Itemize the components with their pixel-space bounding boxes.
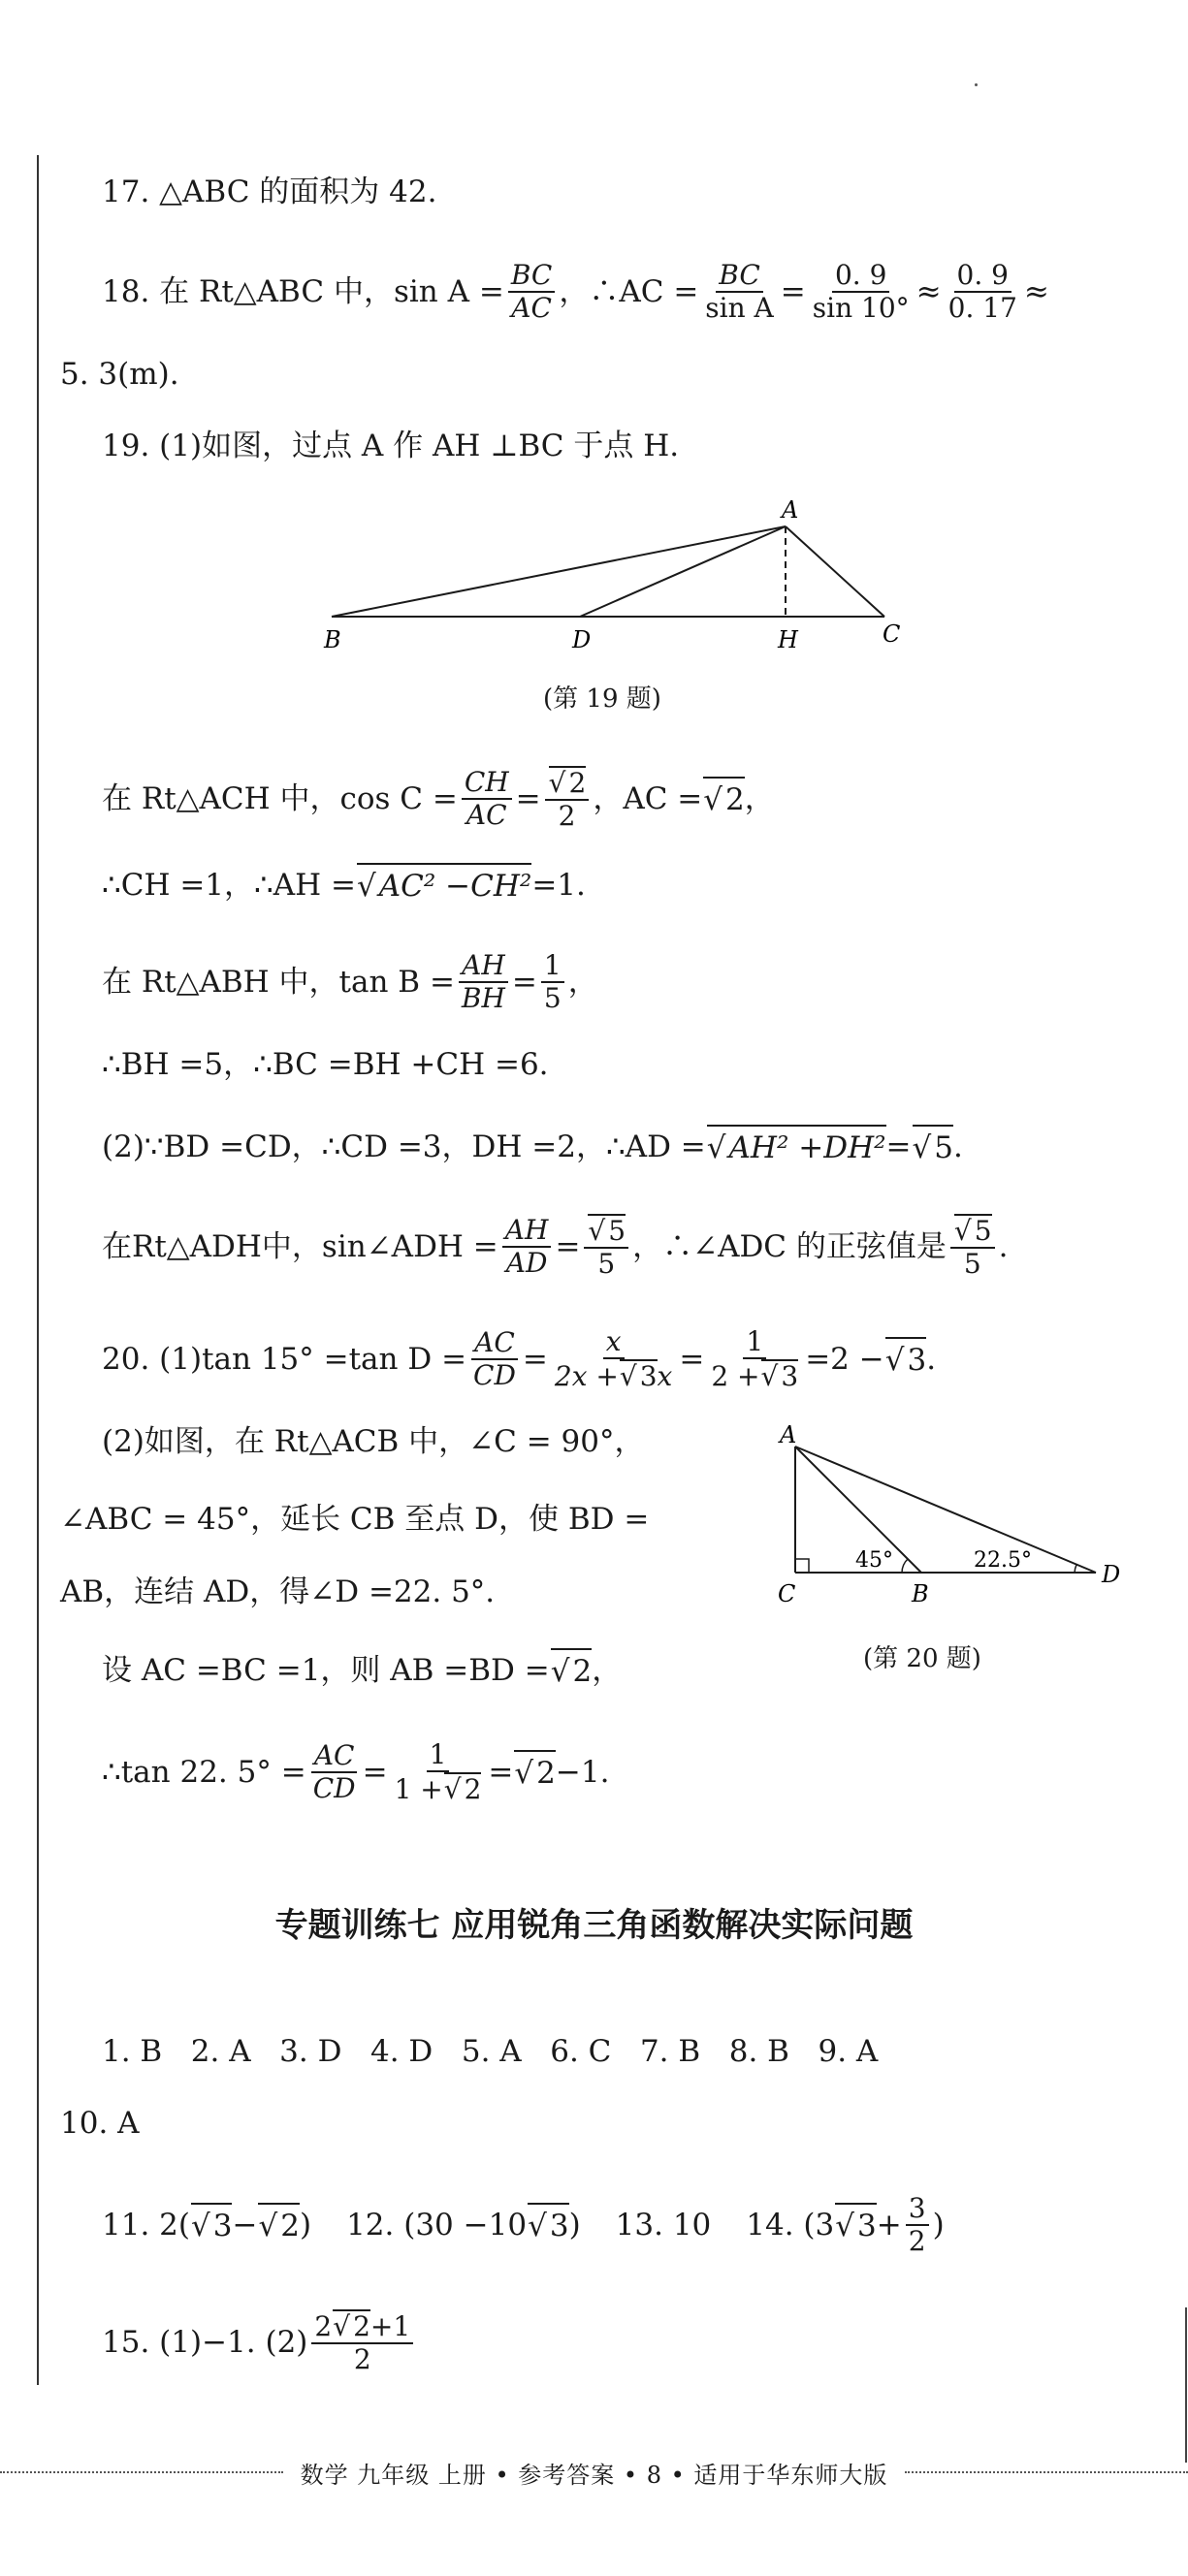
label-A: A: [780, 1421, 797, 1448]
fraction: $\frac{1}{1 +√ 2}$: [392, 1739, 485, 1805]
answer-19-d: ∴BH =5，∴BC =BH +CH =6.: [102, 1047, 549, 1082]
answer-19-1: 19. (1)如图，过点 A 作 AH ⊥BC 于点 H.: [102, 429, 680, 463]
fraction: $\frac{1}{5}$: [541, 950, 564, 1014]
label-A: A: [782, 496, 799, 524]
footer-dots-right: [905, 2471, 1188, 2473]
fraction: $\frac{3}{2}$: [906, 2193, 929, 2257]
fraction: $\frac{CH}{AC}$: [462, 767, 512, 831]
answer-20-2c: AB，连结 AD，得∠D =22. 5°.: [60, 1574, 496, 1609]
fraction: √ $\frac{5}{5}$: [950, 1214, 995, 1280]
answer-15: 15. (1)−1. (2) $\frac{2√ 2+1}{2}$: [102, 2309, 417, 2375]
answer-19-a: 在 Rt△ACH 中，cos C = $\frac{CH}{AC}$ = √ $\frac{2}{2}$ ，AC = √ 2 ，: [102, 766, 775, 832]
fraction: $\frac{2√ 2+1}{2}$: [311, 2309, 413, 2375]
figure-19-caption: (第 19 题): [543, 684, 661, 714]
answer-18: 18. 在 Rt△ABC 中，sin A = $\frac{BC}{AC}$ ，∴AC = $\frac{BC}{\text{sin A}}$ = $\frac{0. 9}{\sin 10^\circ}$ ≈ $\frac{0. 9}{0. 17}$ ≈: [102, 259, 1049, 324]
answer-20-2d: 设 AC =BC =1，则 AB =BD = √ 2 ，: [102, 1648, 622, 1693]
angle-22-5: 22.5°: [974, 1548, 1032, 1573]
right-margin-line: [1185, 2307, 1187, 2463]
fraction: $\frac{AC}{CD}$: [312, 1739, 356, 1804]
answer-20-2b: ∠ABC = 45°，延长 CB 至点 D，使 BD =: [60, 1502, 650, 1537]
fraction: $\frac{BC}{\text{sin A}}$: [705, 259, 774, 324]
label-D: D: [1102, 1561, 1121, 1588]
fraction: $\frac{0. 9}{0. 17}$: [947, 259, 1017, 324]
answers-1-9: 1. B 2. A 3. D 4. D 5. A 6. C 7. B 8. B 9. A: [102, 2034, 879, 2069]
left-margin-line: [37, 155, 39, 2385]
page-footer: 数学 九年级 上册 • 参考答案 • 8 • 适用于华东师大版: [0, 2453, 1188, 2492]
label-C: C: [778, 1580, 796, 1607]
fraction: √ $\frac{5}{5}$: [584, 1214, 628, 1280]
label-C: C: [883, 620, 901, 648]
figure-20-caption: (第 20 题): [863, 1644, 981, 1673]
fraction: $\frac{x}{2x +√ 3x}$: [552, 1326, 675, 1392]
answer-10: 10. A: [60, 2106, 140, 2141]
answer-19-e: (2)∵BD =CD，∴CD =3，DH =2，∴AD = √ AH² +DH² = √ 5 .: [102, 1125, 963, 1169]
answer-18-cont: 5. 3(m).: [60, 357, 179, 392]
fraction: $\frac{AC}{CD}$: [473, 1326, 516, 1391]
figure-19: [310, 494, 931, 659]
fraction: $\frac{BC}{AC}$: [508, 260, 556, 324]
label-B: B: [912, 1580, 929, 1607]
answer-17: 17. △ABC 的面积为 42.: [102, 175, 437, 209]
fraction: $\frac{AH}{BH}$: [459, 950, 508, 1014]
fraction: $\frac{0. 9}{\sin 10^\circ}$: [812, 259, 910, 324]
figure-20: [766, 1415, 1144, 1609]
label-D: D: [572, 626, 592, 653]
footer-dots-left: [0, 2471, 283, 2473]
fraction: $\frac{1}{2 +√ 3}$: [708, 1326, 801, 1392]
label-B: B: [324, 626, 341, 653]
answer-20-1: 20. (1)tan 15° =tan D = $\frac{AC}{CD}$ = $\frac{x}{2x +√ 3x}$ = $\frac{1}{2 +√ 3}$ =2 − √ 3 .: [102, 1326, 936, 1392]
answer-19-b: ∴CH =1，∴AH = √ AC² −CH² =1.: [102, 863, 586, 907]
angle-45: 45°: [855, 1548, 893, 1573]
answer-20-2e: ∴tan 22. 5° = $\frac{AC}{CD}$ = $\frac{1}{1 +√ 2}$ = √ 2 −1.: [102, 1739, 609, 1805]
label-H: H: [778, 626, 798, 653]
answer-19-c: 在 Rt△ABH 中，tan B = $\frac{AH}{BH}$ = $\frac{1}{5}$ ，: [102, 949, 598, 1014]
fraction: √ $\frac{2}{2}$: [545, 766, 590, 832]
section-title: 专题训练七 应用锐角三角函数解决实际问题: [274, 1906, 914, 1945]
answer-19-f: 在Rt△ADH中，sin∠ADH = $\frac{AH}{AD}$ = √ $\frac{5}{5}$ ，∴∠ADC 的正弦值是 √ $\frac{5}{5}$ .: [102, 1214, 1008, 1280]
top-mark: [975, 83, 978, 86]
fraction: $\frac{AH}{AD}$: [502, 1215, 552, 1279]
answer-20-2a: (2)如图，在 Rt△ACB 中，∠C = 90°，: [102, 1424, 645, 1459]
answers-11-14: 11. 2( √ 3 − √ 2 ) 12. (30 −10 √ 3 ) 13. 10 14. (3 √ 3 + $\frac{3}{2}$ ): [102, 2193, 945, 2257]
